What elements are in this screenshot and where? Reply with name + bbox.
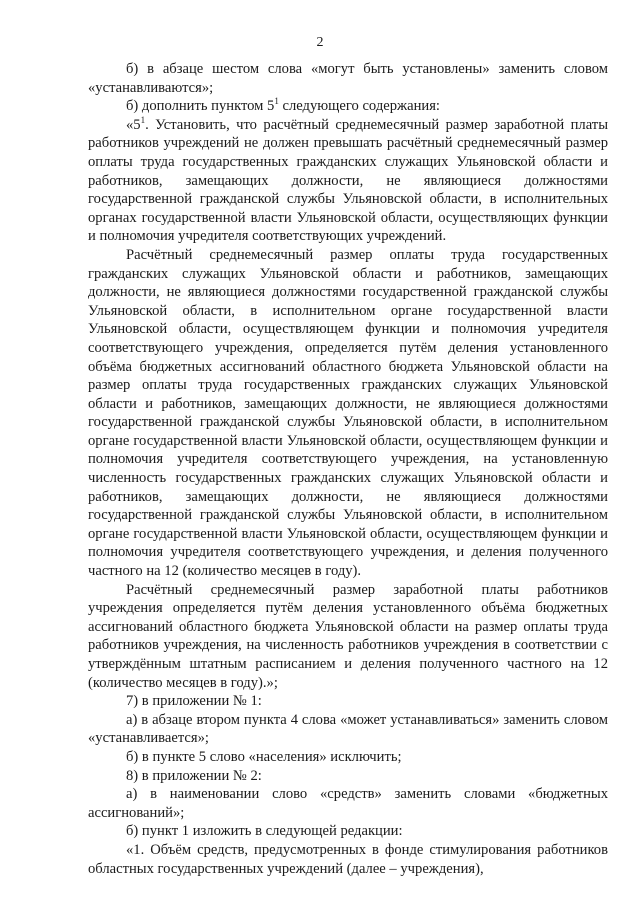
superscript: 1 — [140, 114, 146, 125]
paragraph-3 — [88, 116, 608, 246]
paragraph-9: 8) в приложении № 2: — [126, 767, 262, 784]
paragraph-5: Расчётный среднемесячный размер заработной платы работников учреждения определяется путём деления установленного объёма бюджетных ассигнований областного бюджета Ульяновской области на размер оплаты труда работников учреждения, на численность работников учреждения в соответствии с утверждённым штатным расписанием и деления полученного частного на 12 (количество месяцев в году).»; — [88, 581, 608, 691]
paragraph-12: «1. Объём средств, предусмотренных в фонде стимулирования работников областных государственных учреждений (далее – учреждения), — [88, 841, 608, 877]
paragraph-11: б) пункт 1 изложить в следующей редакции: — [126, 823, 403, 840]
paragraph-7: а) в абзаце втором пункта 4 слова «может устанавливаться» заменить словом «устанавливается»; — [88, 711, 608, 747]
page-number: 2 — [316, 35, 324, 50]
paragraph-8: б) в пункте 5 слово «населения» исключить; — [126, 748, 402, 765]
paragraph-3-text-end: . Установить, что расчётный среднемесячный размер заработной платы работников учреждений не должен превышать расчётный среднемесячный размер оплаты труда государственных гражданских служащих Ульяновской области и работников, замещающих должности, не являющиеся должностями государственной гражданской службы Ульяновской области, в исполнительных органах государственной власти Ульяновской области, осуществляющих функции и полномочия учредителя соответствующих учреждений. — [88, 116, 608, 245]
paragraph-4: Расчётный среднемесячный размер оплаты труда государственных гражданских служащих Ульяновской области и работников, замещающих должности, не являющиеся должностями государственной гражданской службы Ульяновской области, в исполнительном органе государственной власти Ульяновской области, осуществляющем функции и полномочия учредителя соответствующего учреждения, определяется путём деления установленного объёма бюджетных ассигнований областного бюджета Ульяновской области на размер оплаты труда государственных гражданских служащих Ульяновской области и работников, замещающих должности, не являющиеся должностями государственной гражданской службы Ульяновской области, в исполнительном органе государственной власти Ульяновской области, осуществляющем функции и полномочия учредителя соответствующего учреждения, на установленную численность государственных гражданских служащих Ульяновской области и работников, замещающих должности, не являющиеся должностями государственной гражданской службы Ульяновской области, в исполнительном органе государственной власти Ульяновской области, осуществляющем функции и полномочия учредителя соответствующего учреждения, и деления полученного частного на 12 (количество месяцев в году). — [88, 246, 608, 580]
paragraph-2-text: б) дополнить пунктом 5 — [126, 98, 275, 115]
paragraph-10: а) в наименовании слово «средств» заменить словами «бюджетных ассигнований»; — [88, 786, 608, 821]
superscript: 1 — [274, 96, 279, 107]
paragraph-2 — [88, 97, 608, 116]
paragraph-2-text-end: следующего содержания: — [278, 98, 440, 115]
paragraph-1: б) в абзаце шестом слова «могут быть установлены» заменить словом «устанавливаются»; — [88, 61, 608, 96]
document-body — [88, 60, 608, 878]
paragraph-6: 7) в приложении № 1: — [126, 693, 262, 710]
paragraph-3-text: «5 — [126, 116, 141, 133]
